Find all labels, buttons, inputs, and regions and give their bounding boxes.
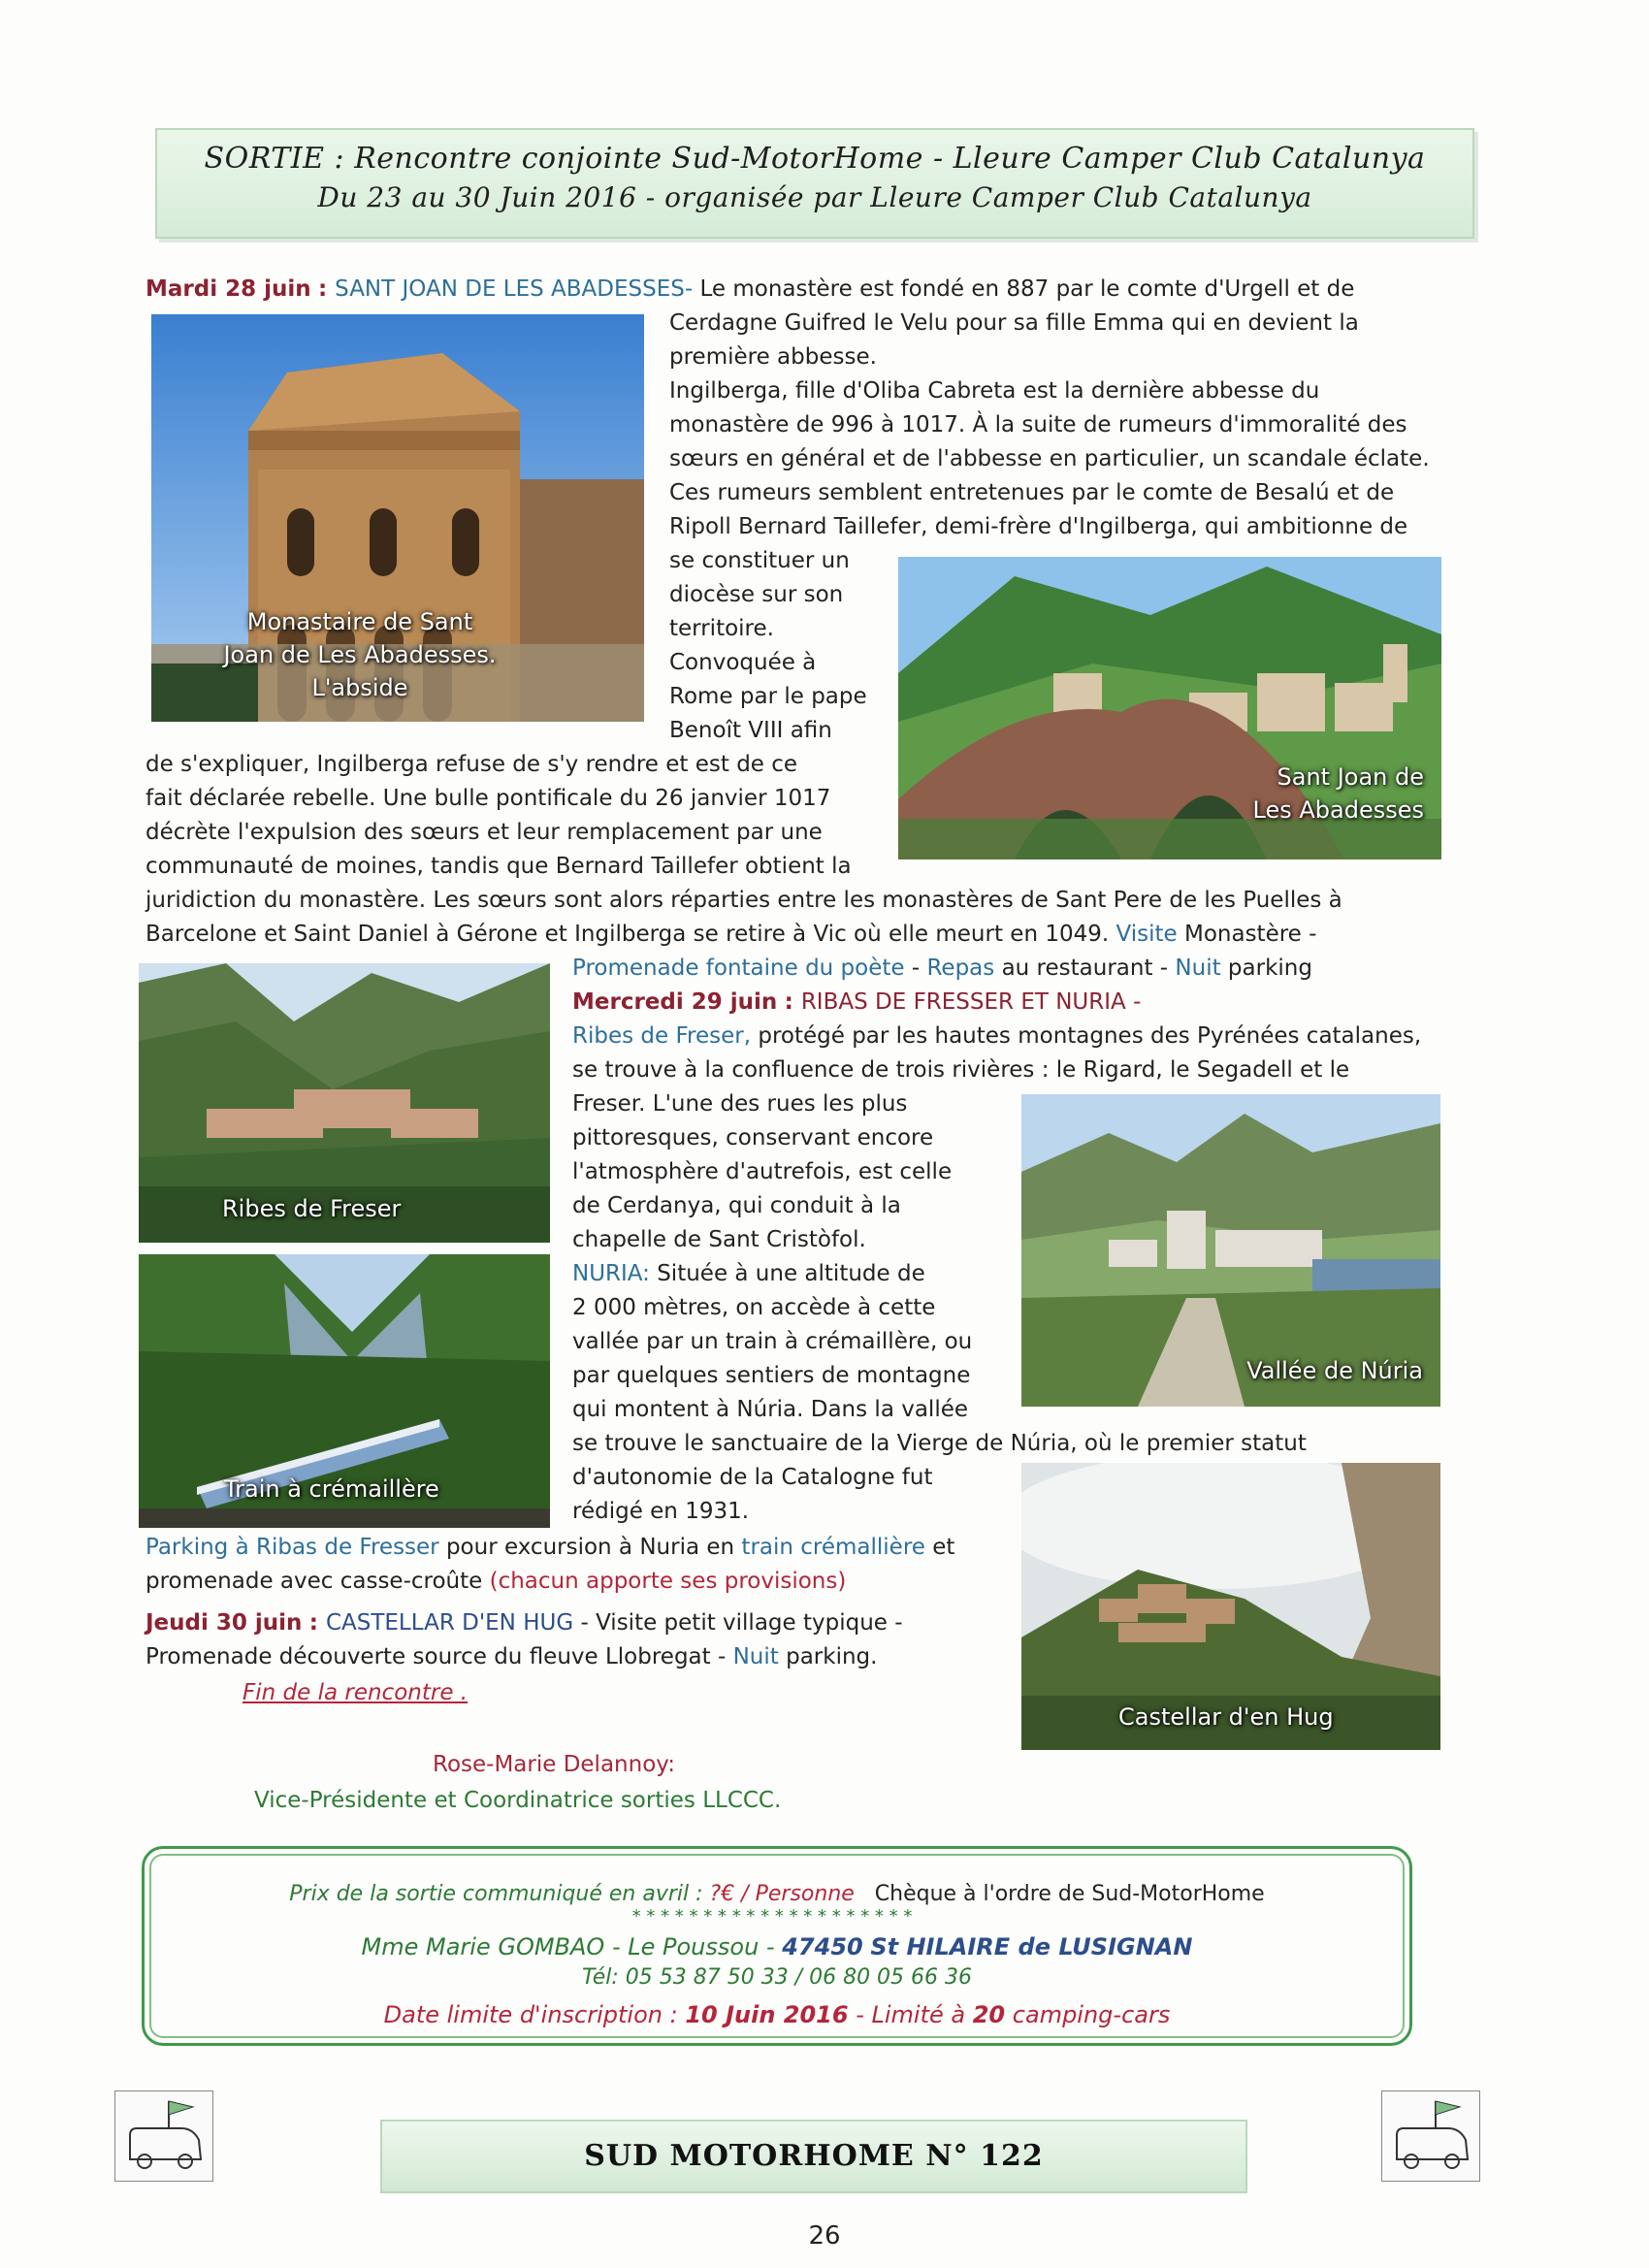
day2-label: Mercredi 29 juin (572, 989, 778, 1015)
camper-logo-left-icon (114, 2090, 213, 2182)
bridge-caption-line: Les Abadesses (1252, 796, 1424, 824)
day2-line: NURIA: Située à une altitude de (572, 1261, 925, 1286)
day1-label: Mardi 28 juin (146, 276, 311, 302)
day2-place: RIBAS DE FRESSER ET NURIA - (800, 989, 1142, 1015)
day2-line: 2 000 mètres, on accède à cette (572, 1295, 936, 1320)
day3-line: Promenade découverte source du fleuve Llobregat - Nuit parking. (146, 1644, 878, 1669)
day1-activities: Promenade fontaine du poète - Repas au restaurant - Nuit parking (572, 956, 1312, 981)
train-photo (139, 1254, 550, 1528)
train-caption: Train à crémaillère (224, 1475, 439, 1503)
page-number: 26 (808, 2221, 841, 2251)
magazine-footer-title: SUD MOTORHOME N° 122 (380, 2120, 1247, 2193)
monastery-caption-line: L'abside (311, 674, 408, 701)
nuria-caption: Vallée de Núria (1246, 1357, 1423, 1384)
event-header (155, 128, 1474, 239)
day1-line: diocèse sur son (669, 582, 844, 607)
day2-line: de Cerdanya, qui conduit à la (572, 1193, 901, 1218)
day2-line: qui montent à Núria. Dans la vallée (572, 1397, 969, 1422)
bridge-photo (898, 557, 1441, 859)
registration-info-box (142, 1846, 1412, 2046)
day2-promenade-line: promenade avec casse-croûte (chacun apporte ses provisions) (146, 1569, 847, 1594)
phone-row: Tél: 05 53 87 50 33 / 06 80 05 66 36 (581, 1965, 973, 1990)
day2-line: pittoresques, conservant encore (572, 1125, 934, 1150)
day1-line: Rome par le pape (669, 684, 867, 709)
day3-heading-line: Jeudi 30 juin : CASTELLAR D'EN HUG - Visite petit village typique - (146, 1610, 903, 1636)
day1-line: fait déclarée rebelle. Une bulle pontificale du 26 janvier 1017 (146, 786, 831, 811)
day1-heading-line: Mardi 28 juin : SANT JOAN DE LES ABADESSES- Le monastère est fondé en 887 par le comte d'Urgell et de (146, 276, 1355, 302)
day2-line: par quelques sentiers de montagne (572, 1363, 971, 1388)
day1-line-last: Barcelone et Saint Daniel à Gérone et Ingilberga se retire à Vic où elle meurt en 1049. Visite Monastère - (146, 922, 1317, 947)
day1-line: se constituer un (669, 548, 850, 573)
day2-heading-line: Mercredi 29 juin : RIBAS DE FRESSER ET NURIA - (572, 989, 1142, 1015)
signature-role: Vice-Présidente et Coordinatrice sorties LLCCC. (254, 1788, 782, 1813)
day1-line: Ingilberga, fille d'Oliba Cabreta est la dernière abbesse du (669, 378, 1320, 404)
header-title: SORTIE : Rencontre conjointe Sud-MotorHome - Lleure Camper Club Catalunya (204, 142, 1426, 176)
price-row: Prix de la sortie communiqué en avril : ?€ / Personne Chèque à l'ordre de Sud-MotorHome (289, 1882, 1265, 1906)
contact-row: Mme Marie GOMBAO - Le Poussou - 47450 St HILAIRE de LUSIGNAN (361, 1933, 1193, 1960)
day2-line: Freser. L'une des rues les plus (572, 1091, 908, 1117)
day2-line: l'atmosphère d'autrefois, est celle (572, 1159, 953, 1184)
day1-line: communauté de moines, tandis que Bernard Taillefer obtient la (146, 854, 852, 879)
ribes-photo (139, 963, 550, 1243)
day1-line: territoire. (669, 616, 774, 641)
monastery-caption-line: Joan de Les Abadesses. (223, 641, 497, 668)
day1-line: Convoquée à (669, 650, 817, 675)
day2-line: chapelle de Sant Cristòfol. (572, 1227, 866, 1252)
day1-line: décrète l'expulsion des sœurs et leur remplacement par une (146, 820, 823, 845)
day2-line: se trouve le sanctuaire de la Vierge de Núria, où le premier statut (572, 1431, 1307, 1456)
day3-place: CASTELLAR D'EN HUG (325, 1610, 574, 1636)
day2-line: Ribes de Freser, protégé par les hautes montagnes des Pyrénées catalanes, (572, 1023, 1422, 1049)
day1-line: sœurs en général et de l'abbesse en particulier, un scandale éclate. (669, 446, 1430, 471)
camper-logo-right-icon (1381, 2090, 1480, 2182)
day2-line: d'autonomie de la Catalogne fut (572, 1465, 933, 1490)
day1-line: juridiction du monastère. Les sœurs sont alors réparties entre les monastères de Sant Pere de les Puelles à (146, 888, 1342, 913)
day1-line: Le monastère est fondé en 887 par le comte d'Urgell et de (699, 276, 1355, 302)
day1-line: première abbesse. (669, 344, 877, 370)
castellar-caption: Castellar d'en Hug (1118, 1703, 1334, 1731)
day1-line: Benoît VIII afin (669, 718, 832, 743)
day3-label: Jeudi 30 juin (146, 1610, 303, 1636)
day2-line: vallée par un train à crémaillère, ou (572, 1329, 973, 1354)
day2-line: se trouve à la confluence de trois rivières : le Rigard, le Segadell et le (572, 1057, 1350, 1083)
bridge-caption-line: Sant Joan de (1277, 763, 1424, 791)
ribes-caption: Ribes de Freser (222, 1195, 402, 1222)
stars-divider: * * * * * * * * * * * * * * * * * * * * (631, 1906, 913, 1927)
deadline-row: Date limite d'inscription : 10 Juin 2016 - Limité à 20 camping-cars (383, 2001, 1171, 2028)
day1-line: monastère de 996 à 1017. À la suite de rumeurs d'immoralité des (669, 412, 1407, 437)
day2-line: rédigé en 1931. (572, 1499, 750, 1524)
end-of-meeting: Fin de la rencontre . (242, 1680, 469, 1705)
signature-name: Rose-Marie Delannoy: (433, 1752, 675, 1777)
nuria-label: NURIA: (572, 1261, 650, 1286)
day1-line: de s'expliquer, Ingilberga refuse de s'y rendre et est de ce (146, 752, 798, 777)
day1-line: Ripoll Bernard Taillefer, demi-frère d'Ingilberga, qui ambitionne de (669, 514, 1408, 539)
monastery-caption-line: Monastaire de Sant (246, 608, 473, 635)
day1-line: Cerdagne Guifred le Velu pour sa fille Emma qui en devient la (669, 310, 1359, 336)
monastery-photo (151, 314, 644, 722)
castellar-photo (1021, 1463, 1440, 1750)
visite-word: Visite (1116, 922, 1178, 947)
day1-line: Ces rumeurs semblent entretenues par le comte de Besalú et de (669, 480, 1395, 505)
header-subtitle: Du 23 au 30 Juin 2016 - organisée par Lleure Camper Club Catalunya (317, 181, 1312, 213)
day2-parking-line: Parking à Ribas de Fresser pour excursion à Nuria en train crémallière et (146, 1535, 955, 1560)
day1-place: SANT JOAN DE LES ABADESSES- (335, 276, 694, 302)
nuria-photo (1021, 1094, 1440, 1407)
